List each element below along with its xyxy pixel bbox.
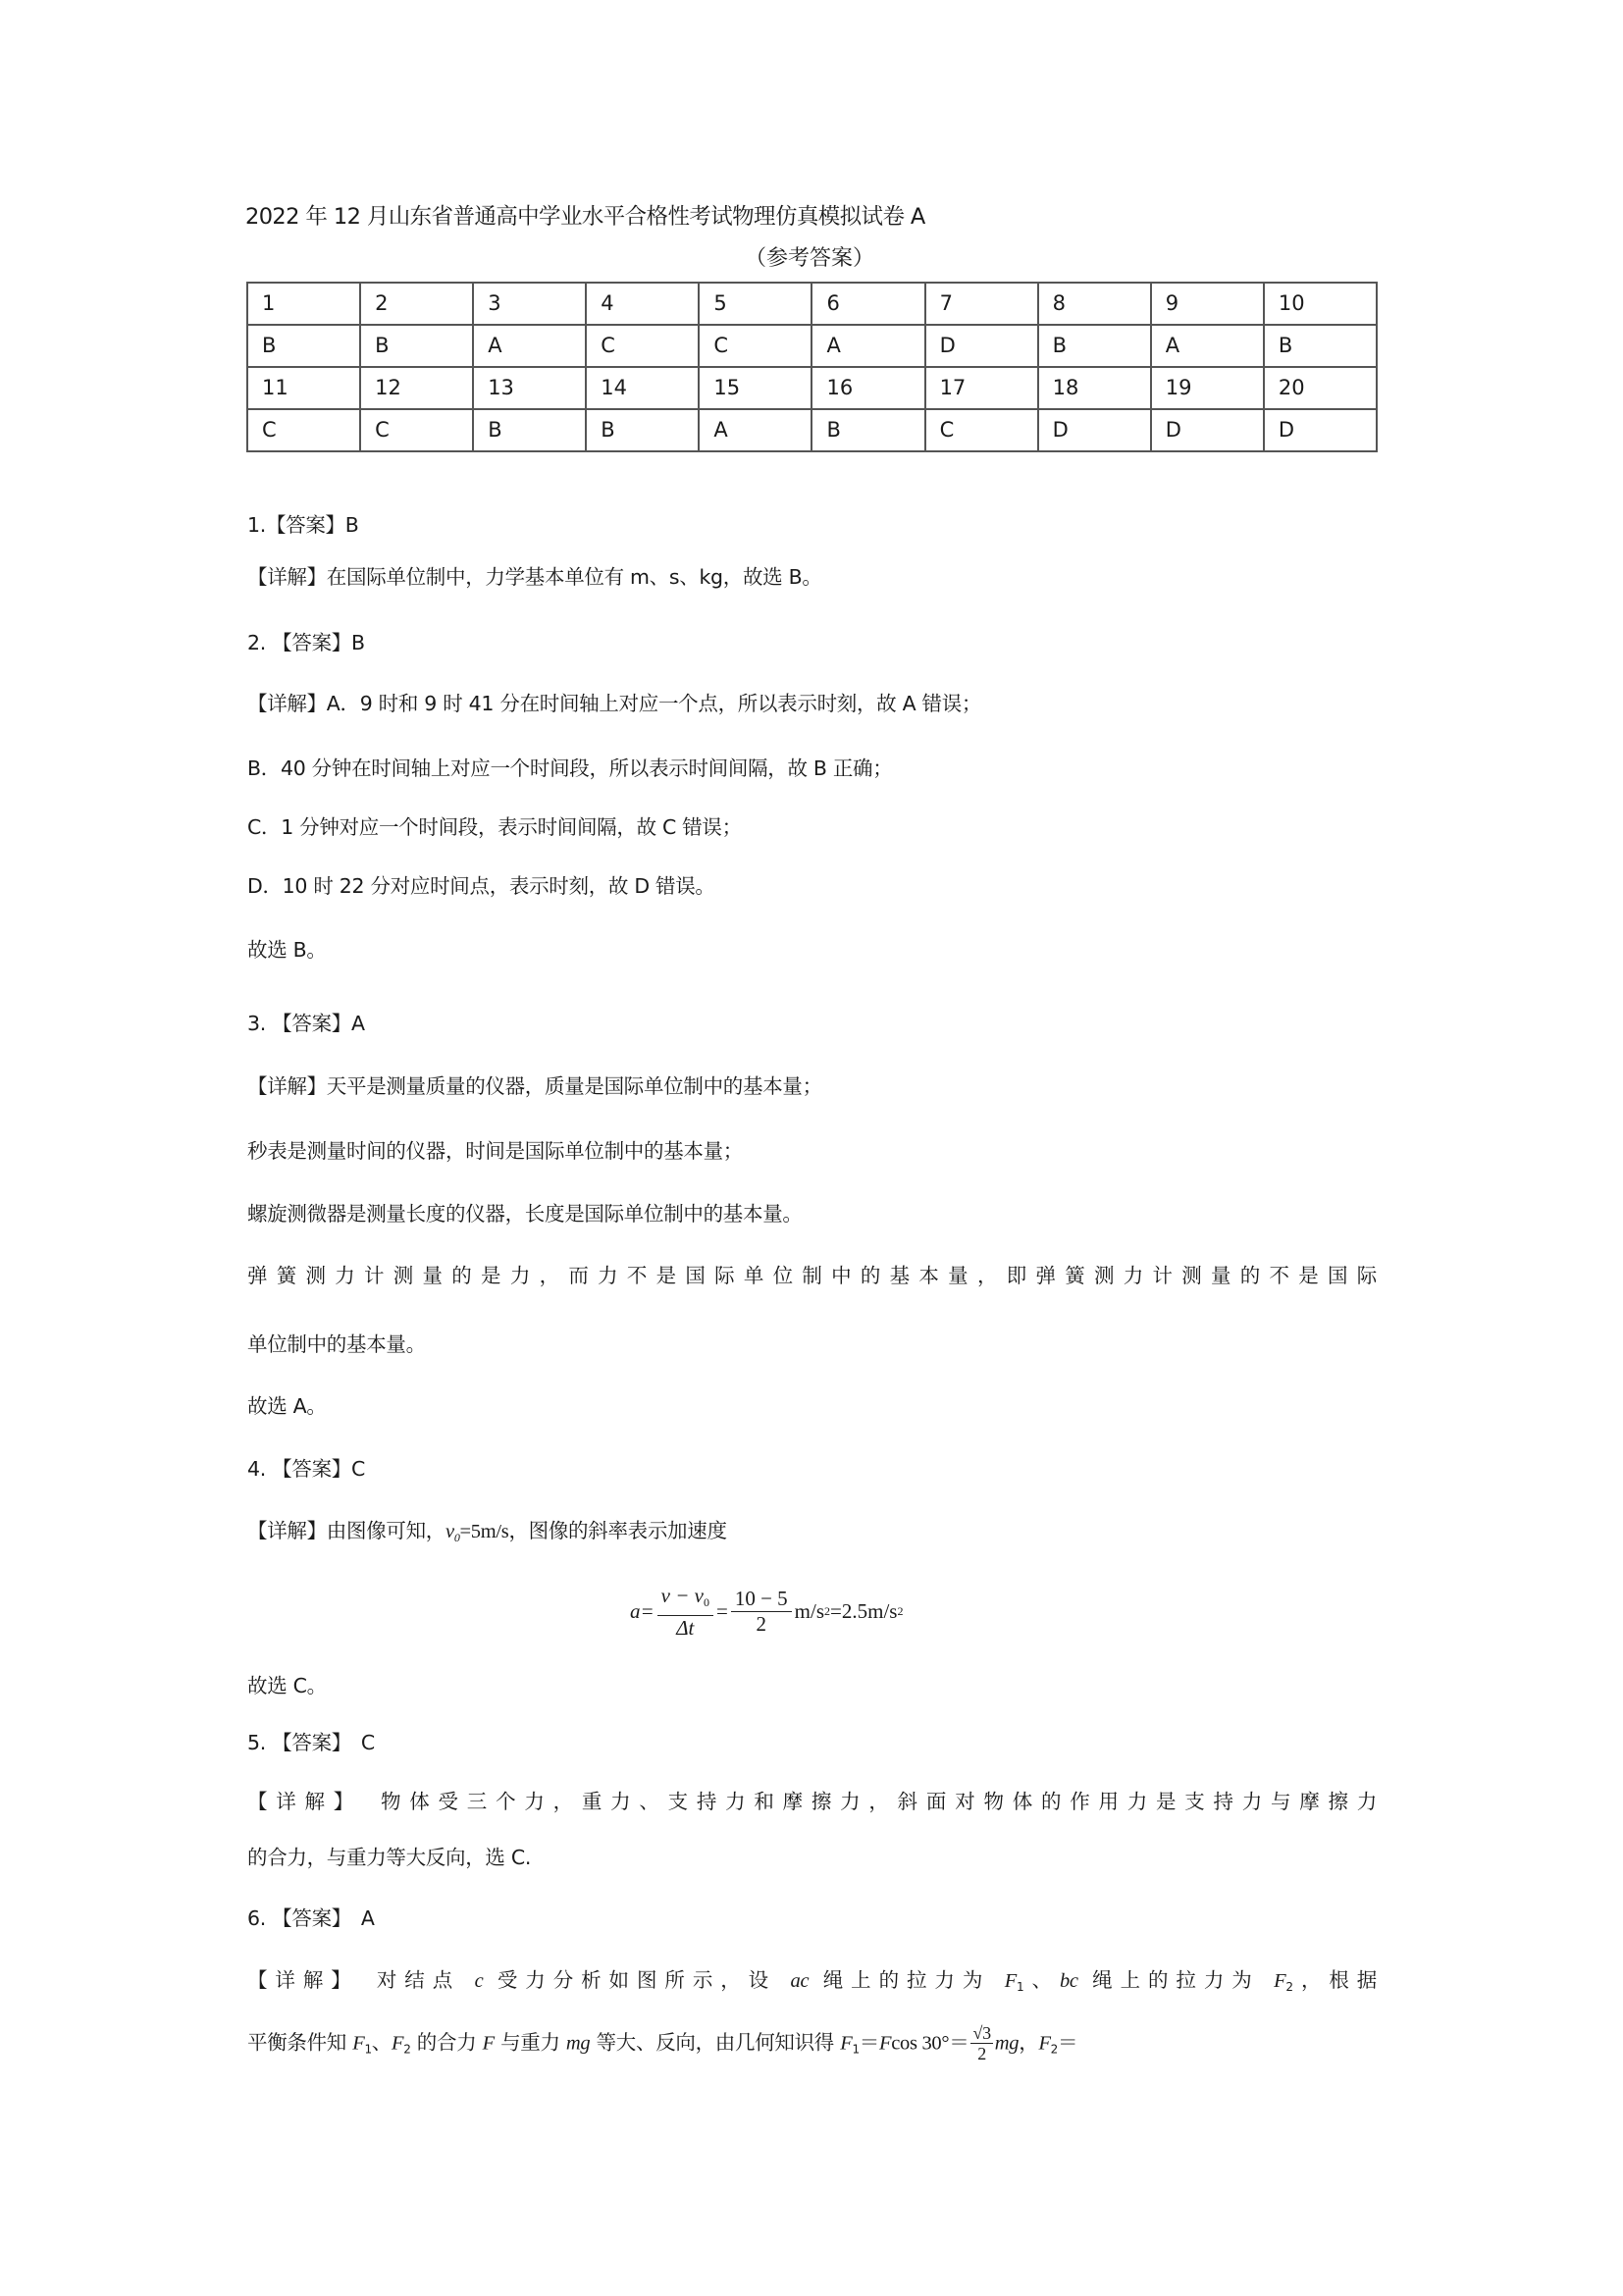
answer-letter-row (247, 409, 1377, 451)
cos30-text: cos 30°＝ (891, 2032, 969, 2055)
fraction-2-numerator: 10 − 5 (731, 1587, 792, 1612)
q6-answer: 6. 【答案】 A (247, 1906, 375, 1930)
question-number-cell: 4 (586, 283, 699, 325)
answer-letter-cell: C (586, 325, 699, 367)
fraction-2-denominator: 2 (756, 1612, 766, 1636)
answer-letter-cell: C (699, 325, 812, 367)
sqrt3-numerator: √3 (972, 2023, 991, 2043)
formula-result: =2.5m/s (830, 1598, 898, 1623)
formula-unit-exp: 2 (824, 1603, 831, 1618)
question-number-cell: 14 (586, 367, 699, 409)
q6-detail (247, 1966, 1377, 2001)
q6-text: 【详解】 对结点 (247, 1968, 475, 1992)
question-number-cell: 2 (360, 283, 473, 325)
answer-letter-cell: B (247, 325, 360, 367)
question-number-cell: 6 (812, 283, 924, 325)
question-number-cell: 10 (1264, 283, 1377, 325)
sqrt3-denominator: 2 (977, 2044, 986, 2063)
force-f1-subscript: 1 (364, 2042, 372, 2057)
answer-letter-cell: A (812, 325, 924, 367)
q4-detail (247, 1517, 727, 1551)
q5-line2: 的合力，与重力等大反向，选 C. (247, 1846, 532, 1869)
fraction-1 (657, 1584, 713, 1640)
answer-key-table (246, 282, 1378, 452)
v0-subscript: 0 (453, 1531, 460, 1544)
force-f-symbol: F (879, 2032, 892, 2055)
sqrt3-over-2 (970, 2023, 992, 2063)
v0-value: =5m/s， (459, 1521, 529, 1542)
question-number-cell: 11 (247, 367, 360, 409)
force-f1-subscript: 1 (852, 2042, 860, 2057)
question-number-cell: 3 (473, 283, 586, 325)
q2-conclusion: 故选 B。 (247, 938, 327, 962)
answer-letter-cell: D (1264, 409, 1377, 451)
question-number-cell: 20 (1264, 367, 1377, 409)
force-f-symbol: F (482, 2032, 495, 2055)
force-f1-symbol: F (352, 2032, 365, 2055)
q4-conclusion: 故选 C。 (247, 1674, 327, 1697)
q6-text: 受力分析如图所示，设 (483, 1968, 791, 1992)
q6-text: 绳上的拉力为 (809, 1968, 1005, 1992)
gravity-mg-symbol: mg (994, 2032, 1020, 2055)
q4-detail-prefix: 【详解】由图像可知， (247, 1519, 445, 1542)
fraction-1-numerator-sub: 0 (703, 1594, 709, 1609)
fraction-1-numerator: v − v (660, 1583, 704, 1607)
q6-text: 平衡条件知 (247, 2030, 353, 2055)
rope-bc-symbol: bc (1059, 1970, 1078, 1992)
answer-letter-cell: B (586, 409, 699, 451)
force-f2-subscript: 2 (1285, 1980, 1293, 1994)
question-number-cell: 19 (1151, 367, 1264, 409)
q5-detail: 【详解】 物体受三个力，重力、支持力和摩擦力，斜面对物体的作用力是支持力与摩擦力 (247, 1790, 1377, 1813)
fraction-1-denominator: Δt (676, 1615, 695, 1640)
formula-lhs: a= (630, 1598, 654, 1623)
force-f1-symbol: F (840, 2032, 853, 2055)
node-c-symbol: c (474, 1970, 484, 1992)
force-f1-subscript: 1 (1016, 1980, 1024, 1994)
formula-result-exp: 2 (897, 1603, 904, 1618)
acceleration-formula (630, 1582, 903, 1641)
question-number-cell: 18 (1038, 367, 1151, 409)
q6-text: 与重力 (494, 2030, 566, 2055)
question-number-cell: 12 (360, 367, 473, 409)
force-f2-symbol: F (1274, 1970, 1286, 1992)
answer-letter-cell: D (1151, 409, 1264, 451)
answer-letter-cell: A (473, 325, 586, 367)
q6-text: ＝ (859, 2030, 879, 2055)
q6-text: 等大、反向，由几何知识得 (590, 2030, 841, 2055)
answer-letter-cell: C (925, 409, 1038, 451)
q6-text: 、 (1023, 1968, 1060, 1992)
q3-conclusion: 故选 A。 (247, 1394, 327, 1418)
gravity-mg-symbol: mg (565, 2032, 591, 2055)
formula-equals: = (715, 1598, 728, 1623)
force-f1-symbol: F (1004, 1970, 1017, 1992)
question-number-cell: 8 (1038, 283, 1151, 325)
question-number-row (247, 283, 1377, 325)
q2-option-c: C．1 分钟对应一个时间段，表示时间间隔，故 C 错误； (247, 815, 742, 839)
answer-letter-cell: B (1038, 325, 1151, 367)
question-number-cell: 9 (1151, 283, 1264, 325)
q3-detail: 【详解】天平是测量质量的仪器，质量是国际单位制中的基本量； (247, 1074, 822, 1098)
answer-letter-cell: C (247, 409, 360, 451)
answer-letter-cell: B (1264, 325, 1377, 367)
answer-letter-cell: C (360, 409, 473, 451)
q6-text: ，根据 (1292, 1968, 1377, 1992)
question-number-cell: 16 (812, 367, 924, 409)
q6-line2 (247, 2023, 1377, 2063)
formula-unit: m/s (794, 1598, 825, 1623)
document-subtitle: （参考答案） (744, 246, 874, 271)
force-f2-symbol: F (392, 2032, 404, 2055)
q4-answer: 4. 【答案】C (247, 1457, 365, 1481)
force-f2-subscript: 2 (403, 2042, 411, 2057)
q2-option-b: B．40 分钟在时间轴上对应一个时间段，所以表示时间间隔，故 B 正确； (247, 757, 893, 780)
v0-symbol: v (445, 1521, 454, 1542)
answer-letter-cell: B (473, 409, 586, 451)
question-number-cell: 13 (473, 367, 586, 409)
document-title: 2022 年 12 月山东省普通高中学业水平合格性考试物理仿真模拟试卷 A (245, 204, 925, 230)
force-f2-subscript: 2 (1050, 2042, 1059, 2057)
answer-letter-cell: B (812, 409, 924, 451)
rope-ac-symbol: ac (790, 1970, 810, 1992)
question-number-cell: 5 (699, 283, 812, 325)
fraction-2 (731, 1587, 792, 1636)
answer-letter-cell: D (925, 325, 1038, 367)
question-number-cell: 7 (925, 283, 1038, 325)
q4-detail-suffix: 图像的斜率表示加速度 (528, 1519, 727, 1542)
q6-text: ， (1019, 2030, 1039, 2055)
q2-option-d: D．10 时 22 分对应时间点，表示时刻，故 D 错误。 (247, 874, 715, 898)
question-number-row (247, 367, 1377, 409)
q6-text: 的合力 (410, 2030, 483, 2055)
q3-line5: 单位制中的基本量。 (247, 1332, 426, 1356)
q6-text: 、 (371, 2030, 392, 2055)
q5-answer: 5. 【答案】 C (247, 1731, 375, 1754)
answer-letter-cell: B (360, 325, 473, 367)
q2-answer: 2. 【答案】B (247, 631, 365, 654)
q6-text: 绳上的拉力为 (1077, 1968, 1275, 1992)
answer-letter-cell: D (1038, 409, 1151, 451)
answer-letter-row (247, 325, 1377, 367)
q3-answer: 3. 【答案】A (247, 1012, 365, 1035)
q3-line4: 弹簧测力计测量的是力，而力不是国际单位制中的基本量，即弹簧测力计测量的不是国际 (247, 1264, 1377, 1287)
answer-letter-cell: A (1151, 325, 1264, 367)
q1-detail: 【详解】在国际单位制中，力学基本单位有 m、s、kg，故选 B。 (247, 565, 822, 589)
question-number-cell: 1 (247, 283, 360, 325)
q2-detail: 【详解】A．9 时和 9 时 41 分在时间轴上对应一个点，所以表示时刻，故 A 错误； (247, 692, 982, 715)
question-number-cell: 15 (699, 367, 812, 409)
q3-line3: 螺旋测微器是测量长度的仪器，长度是国际单位制中的基本量。 (247, 1202, 803, 1226)
force-f2-symbol: F (1038, 2032, 1051, 2055)
question-number-cell: 17 (925, 367, 1038, 409)
q6-text: ＝ (1058, 2030, 1078, 2055)
answer-letter-cell: A (699, 409, 812, 451)
q3-line2: 秒表是测量时间的仪器，时间是国际单位制中的基本量； (247, 1139, 743, 1163)
q1-answer: 1.【答案】B (247, 513, 359, 537)
